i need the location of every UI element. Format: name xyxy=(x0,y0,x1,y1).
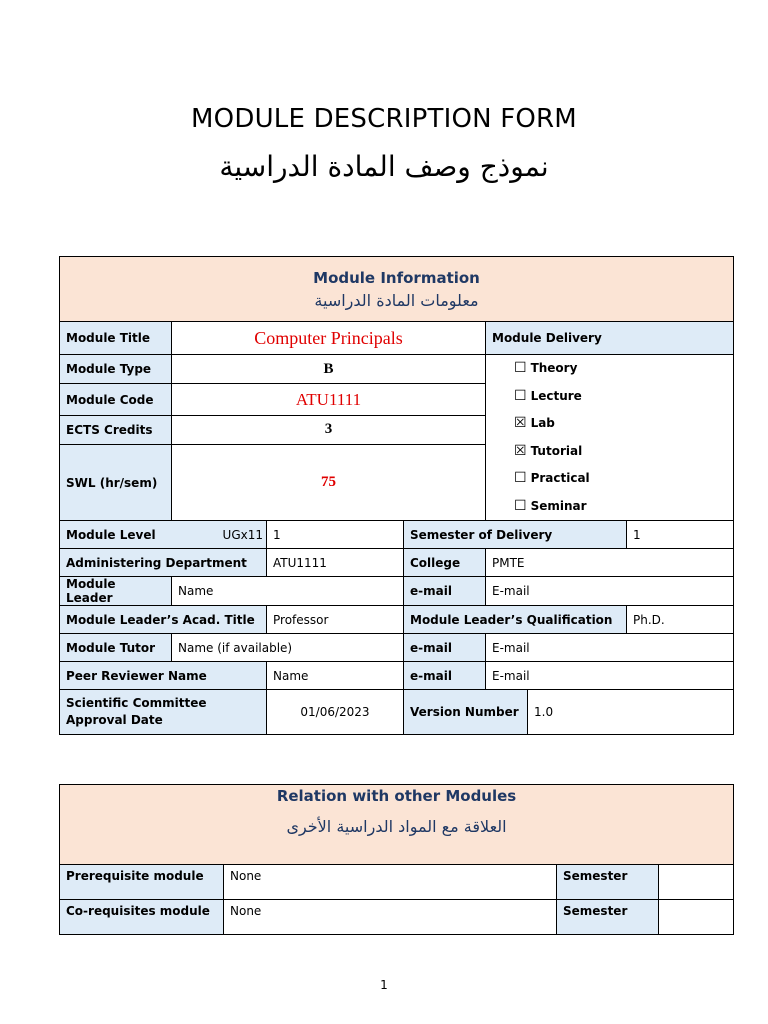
module-level-code: UGx11 xyxy=(222,528,263,542)
relation-modules-table xyxy=(59,784,734,935)
module-information-heading-en: Module Information xyxy=(313,268,480,287)
prerequisite-value: None xyxy=(224,865,557,900)
relation-heading-en: Relation with other Modules xyxy=(276,787,517,805)
checkbox-icon[interactable]: ☐ xyxy=(514,470,527,486)
module-information-heading-ar: معلومات المادة الدراسية xyxy=(314,290,479,310)
delivery-option-label: Theory xyxy=(530,361,578,375)
form-title-english: MODULE DESCRIPTION FORM xyxy=(191,104,577,134)
delivery-option-practical[interactable] xyxy=(514,465,727,493)
module-code-label: Module Code xyxy=(60,384,172,415)
form-title-arabic: نموذج وصف المادة الدراسية xyxy=(219,150,549,183)
delivery-option-label: Lab xyxy=(530,416,555,430)
leader-qualification-label: Module Leader’s Qualification xyxy=(404,606,627,634)
delivery-option-label: Seminar xyxy=(530,498,587,513)
module-title-label: Module Title xyxy=(60,322,172,355)
page-number: 1 xyxy=(380,978,388,992)
checkbox-icon[interactable]: ☐ xyxy=(514,387,527,404)
tutor-email-label: e-mail xyxy=(404,634,486,662)
delivery-option-theory[interactable] xyxy=(514,355,727,383)
peer-reviewer-value: Name xyxy=(267,662,404,690)
corequisite-value: None xyxy=(224,900,557,935)
tutor-email-value: E-mail xyxy=(486,634,734,662)
module-type-label: Module Type xyxy=(60,355,172,384)
peer-reviewer-label: Peer Reviewer Name xyxy=(60,662,267,690)
administering-department-label: Administering Department xyxy=(60,549,267,577)
module-tutor-label: Module Tutor xyxy=(60,634,172,662)
semester-of-delivery-label: Semester of Delivery xyxy=(404,521,627,549)
version-number-value: 1.0 xyxy=(528,690,734,735)
delivery-option-lecture[interactable] xyxy=(514,383,727,411)
swl-label: SWL (hr/sem) xyxy=(60,445,172,521)
module-delivery-options xyxy=(486,355,734,521)
committee-approval-date: 01/06/2023 xyxy=(267,690,404,735)
delivery-option-label: Lecture xyxy=(530,388,582,403)
module-delivery-label: Module Delivery xyxy=(486,322,734,355)
swl-value: 75 xyxy=(172,445,486,521)
module-level-label-cell xyxy=(60,521,267,549)
college-value: PMTE xyxy=(486,549,734,577)
version-number-label: Version Number xyxy=(404,690,528,735)
relation-heading xyxy=(60,785,734,865)
checkbox-icon[interactable]: ☒ xyxy=(514,415,527,431)
leader-email-value: E-mail xyxy=(486,577,734,606)
leader-email-label: e-mail xyxy=(404,577,486,606)
module-type-value: B xyxy=(172,355,486,384)
delivery-option-label: Tutorial xyxy=(530,443,583,458)
ects-credits-label: ECTS Credits xyxy=(60,415,172,444)
relation-heading-ar: العلاقة مع المواد الدراسية الأخرى xyxy=(286,817,507,836)
delivery-option-seminar[interactable] xyxy=(514,493,727,521)
module-level-value: 1 xyxy=(267,521,404,549)
checkbox-icon[interactable]: ☒ xyxy=(514,442,527,459)
delivery-checklist xyxy=(492,355,727,520)
leader-qualification-value: Ph.D. xyxy=(627,606,734,634)
peer-email-label: e-mail xyxy=(404,662,486,690)
prerequisite-semester-value xyxy=(659,865,734,900)
semester-of-delivery-value: 1 xyxy=(627,521,734,549)
leader-acad-title-value: Professor xyxy=(267,606,404,634)
corequisite-semester-label: Semester xyxy=(557,900,659,935)
corequisite-label: Co-requisites module xyxy=(60,900,224,935)
peer-email-value: E-mail xyxy=(486,662,734,690)
prerequisite-label: Prerequisite module xyxy=(60,865,224,900)
module-title-value: Computer Principals xyxy=(172,322,486,355)
module-tutor-value: Name (if available) xyxy=(172,634,404,662)
checkbox-icon[interactable]: ☐ xyxy=(514,360,527,376)
module-information-table xyxy=(59,256,734,735)
module-level-label: Module Level xyxy=(66,527,156,542)
leader-acad-title-label: Module Leader’s Acad. Title xyxy=(60,606,267,634)
module-leader-label: Module Leader xyxy=(60,577,172,606)
module-information-heading xyxy=(60,257,734,322)
checkbox-icon[interactable]: ☐ xyxy=(514,497,527,514)
module-code-value: ATU1111 xyxy=(172,384,486,415)
ects-credits-value: 3 xyxy=(172,415,486,444)
module-leader-value: Name xyxy=(172,577,404,606)
delivery-option-label: Practical xyxy=(530,471,590,485)
committee-approval-label: Scientific Committee Approval Date xyxy=(60,690,267,735)
prerequisite-semester-label: Semester xyxy=(557,865,659,900)
college-label: College xyxy=(404,549,486,577)
delivery-option-tutorial[interactable] xyxy=(514,438,727,466)
corequisite-semester-value xyxy=(659,900,734,935)
delivery-option-lab[interactable] xyxy=(514,410,727,438)
administering-department-value: ATU1111 xyxy=(267,549,404,577)
